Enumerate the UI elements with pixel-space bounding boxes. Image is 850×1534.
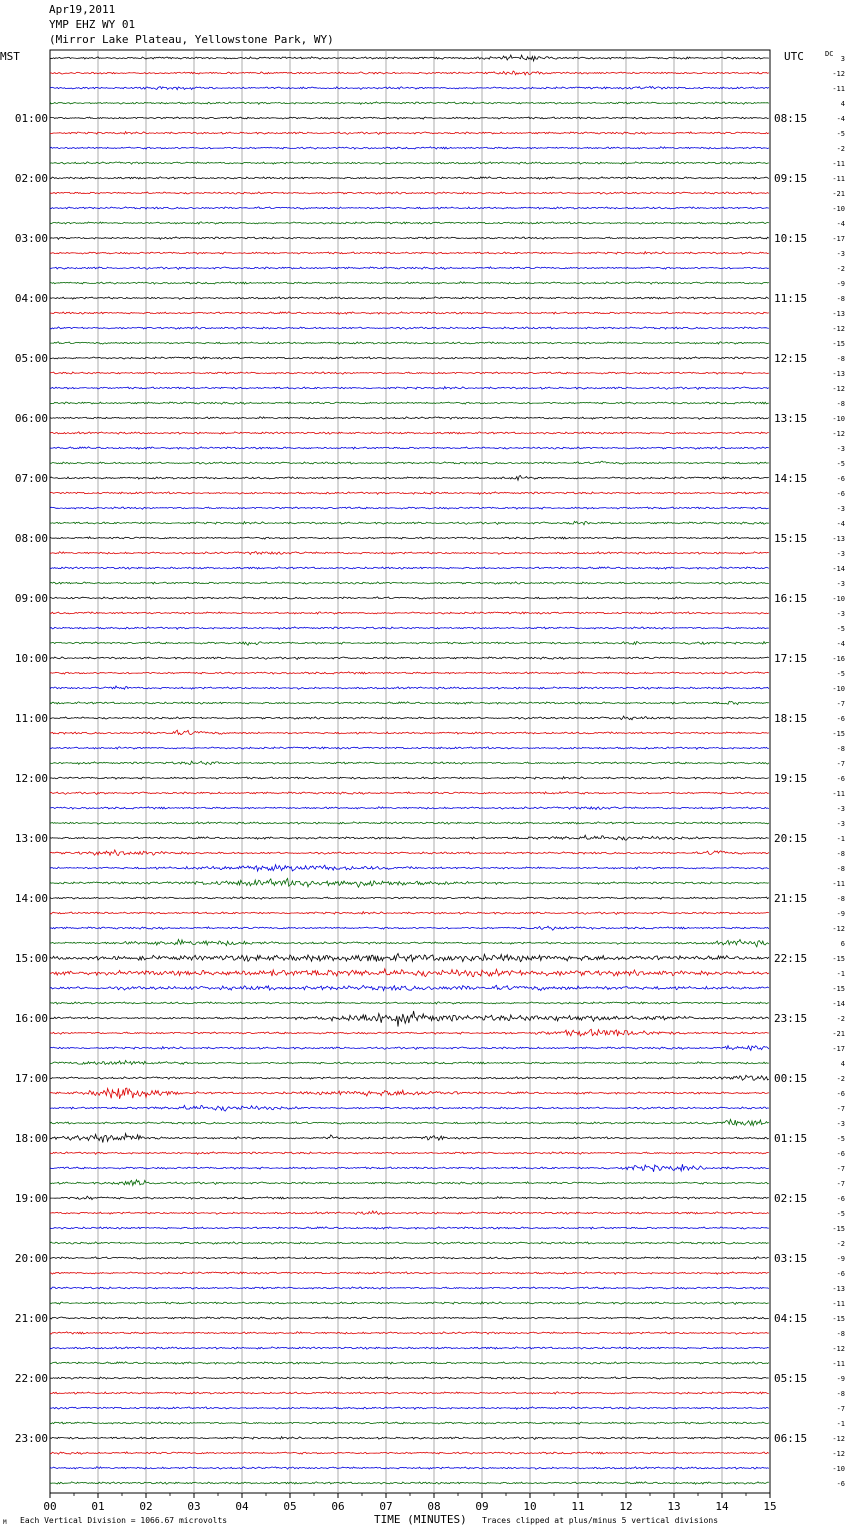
trace-line — [50, 1467, 769, 1470]
x-axis-title: TIME (MINUTES) — [374, 1513, 467, 1526]
trace-line — [50, 177, 769, 179]
trace-line — [50, 1302, 769, 1305]
dc-offset-label: -6 — [836, 1270, 845, 1278]
x-tick-label: 08 — [427, 1500, 441, 1513]
dc-offset-label: -13 — [832, 535, 845, 543]
dc-offset-label: -3 — [836, 805, 845, 813]
utc-hour-label: 00:15 — [774, 1072, 808, 1085]
mst-hour-label: 12:00 — [14, 772, 48, 785]
trace-line — [50, 267, 769, 270]
dc-offset-label: -5 — [836, 460, 845, 468]
plot-frame — [50, 50, 770, 1493]
utc-hour-label: 08:15 — [774, 112, 808, 125]
dc-offset-label: -7 — [836, 700, 845, 708]
dc-offset-label: -11 — [832, 85, 845, 93]
trace-line — [50, 1347, 769, 1349]
x-tick-label: 02 — [139, 1500, 153, 1513]
dc-offset-label: -2 — [836, 265, 845, 273]
trace-line — [50, 567, 769, 569]
utc-hour-label: 13:15 — [774, 412, 808, 425]
dc-offset-label: 6 — [840, 940, 845, 948]
mst-hour-label: 01:00 — [14, 112, 48, 125]
dc-offset-label: -6 — [836, 1090, 845, 1098]
mst-hour-label: 04:00 — [14, 292, 48, 305]
trace-line — [50, 387, 769, 390]
dc-offset-label: -6 — [836, 1150, 845, 1158]
trace-line — [50, 417, 769, 420]
mst-hour-label: 08:00 — [14, 532, 48, 545]
dc-offset-label: -5 — [836, 625, 845, 633]
dc-offset-label: -11 — [832, 175, 845, 183]
dc-offset-label: -11 — [832, 1300, 845, 1308]
trace-lines — [50, 55, 769, 1484]
trace-line — [50, 912, 769, 915]
dc-offset-label: -15 — [832, 730, 845, 738]
utc-hour-label: 04:15 — [774, 1312, 808, 1325]
station-code: YMP EHZ WY 01 — [49, 18, 136, 31]
utc-hour-label: 14:15 — [774, 472, 808, 485]
trace-line — [50, 878, 769, 887]
utc-hour-label: 02:15 — [774, 1192, 808, 1205]
dc-offset-label: -4 — [836, 520, 845, 528]
dc-offset-label: -4 — [836, 220, 845, 228]
dc-offset-label: -11 — [832, 1360, 845, 1368]
x-tick-label: 05 — [283, 1500, 297, 1513]
corner-mark: M — [3, 1519, 7, 1526]
trace-line — [50, 147, 769, 149]
x-tick-label: 07 — [379, 1500, 393, 1513]
x-tick-label: 01 — [91, 1500, 105, 1513]
trace-line — [50, 807, 769, 810]
dc-offset-label: -6 — [836, 775, 845, 783]
trace-line — [50, 1362, 769, 1364]
utc-hour-label: 10:15 — [774, 232, 808, 245]
trace-line — [50, 282, 769, 284]
dc-offset-label: -3 — [836, 610, 845, 618]
minute-gridlines — [98, 50, 722, 1493]
dc-offset-label: -15 — [832, 1225, 845, 1233]
dc-offset-label: -2 — [836, 1075, 845, 1083]
trace-line — [50, 897, 769, 899]
trace-line — [50, 1029, 769, 1036]
trace-line — [50, 1287, 769, 1289]
dc-offset-label: -12 — [832, 1345, 845, 1353]
mst-hour-label: 21:00 — [14, 1312, 48, 1325]
dc-offset-label: -15 — [832, 1315, 845, 1323]
utc-hour-label: 20:15 — [774, 832, 808, 845]
trace-line — [50, 1075, 769, 1080]
mst-hour-label: 16:00 — [14, 1012, 48, 1025]
trace-line — [50, 357, 769, 360]
dc-offset-label: 4 — [840, 1060, 845, 1068]
trace-line — [50, 582, 769, 584]
plot-date: Apr19,2011 — [49, 3, 116, 16]
trace-line — [50, 1011, 769, 1027]
trace-line — [50, 312, 769, 314]
trace-line — [50, 1452, 769, 1454]
x-tick-label: 00 — [43, 1500, 57, 1513]
trace-line — [50, 1332, 769, 1335]
mst-hour-label: 17:00 — [14, 1072, 48, 1085]
dc-offset-label: -11 — [832, 880, 845, 888]
dc-offset-label: -7 — [836, 1105, 845, 1113]
dc-offset-label: -8 — [836, 355, 845, 363]
dc-offset-label: -15 — [832, 955, 845, 963]
trace-line — [50, 476, 769, 481]
station-location: (Mirror Lake Plateau, Yellowstone Park, WY) — [49, 33, 334, 46]
trace-line — [50, 701, 769, 704]
trace-line — [50, 1257, 769, 1259]
dc-offset-label: -12 — [832, 385, 845, 393]
mst-hour-label: 10:00 — [14, 652, 48, 665]
trace-line — [50, 1152, 769, 1155]
dc-offset-label: -12 — [832, 70, 845, 78]
dc-offset-label: -6 — [836, 1480, 845, 1488]
trace-line — [50, 1272, 769, 1275]
dc-offset-label: -10 — [832, 595, 845, 603]
mst-hour-label: 06:00 — [14, 412, 48, 425]
dc-offset-label: -1 — [836, 970, 845, 978]
dc-offset-label: -6 — [836, 475, 845, 483]
trace-line — [50, 521, 769, 524]
trace-line — [50, 537, 769, 539]
dc-offset-label: -7 — [836, 1165, 845, 1173]
dc-offset-label: 3 — [840, 55, 845, 63]
trace-line — [50, 985, 769, 990]
trace-line — [50, 252, 769, 255]
dc-offset-label: -2 — [836, 1015, 845, 1023]
x-tick-label: 06 — [331, 1500, 345, 1513]
dc-header: DC — [825, 50, 834, 58]
trace-line — [50, 71, 769, 75]
dc-offset-label: -13 — [832, 1285, 845, 1293]
trace-line — [50, 86, 769, 89]
trace-line — [50, 1002, 769, 1004]
dc-offset-label: -12 — [832, 925, 845, 933]
dc-offset-label: -7 — [836, 760, 845, 768]
trace-line — [50, 237, 769, 240]
trace-line — [50, 342, 769, 344]
trace-line — [50, 162, 769, 164]
dc-offset-label: -5 — [836, 670, 845, 678]
dc-offset-label: -21 — [832, 1030, 845, 1038]
trace-line — [50, 507, 769, 509]
dc-offset-label: -17 — [832, 235, 845, 243]
utc-hour-label: 01:15 — [774, 1132, 808, 1145]
x-tick-label: 10 — [523, 1500, 537, 1513]
dc-offset-label: -7 — [836, 1180, 845, 1188]
trace-line — [50, 672, 769, 674]
dc-offset-label: -1 — [836, 1420, 845, 1428]
trace-line — [50, 627, 769, 630]
dc-offset-label: -3 — [836, 550, 845, 558]
mst-hour-label: 13:00 — [14, 832, 48, 845]
utc-hour-label: 03:15 — [774, 1252, 808, 1265]
utc-hour-label: 23:15 — [774, 1012, 808, 1025]
dc-offset-label: -8 — [836, 400, 845, 408]
trace-line — [50, 969, 769, 977]
mst-hour-label: 15:00 — [14, 952, 48, 965]
dc-offset-label: -9 — [836, 910, 845, 918]
trace-line — [50, 1180, 769, 1186]
dc-offset-label: -5 — [836, 1210, 845, 1218]
trace-line — [50, 1437, 769, 1440]
mst-hour-label: 19:00 — [14, 1192, 48, 1205]
trace-line — [50, 822, 769, 824]
trace-line — [50, 716, 769, 720]
dc-offset-label: -4 — [836, 640, 845, 648]
utc-hour-label: 12:15 — [774, 352, 808, 365]
trace-line — [50, 552, 769, 555]
dc-offset-label: -10 — [832, 1465, 845, 1473]
trace-line — [50, 132, 769, 135]
dc-offset-label: -1 — [836, 835, 845, 843]
dc-offset-label: -10 — [832, 205, 845, 213]
dc-offset-labels — [832, 55, 845, 1488]
dc-offset-label: -12 — [832, 1435, 845, 1443]
dc-offset-label: -3 — [836, 505, 845, 513]
dc-offset-label: -9 — [836, 280, 845, 288]
trace-line — [50, 612, 769, 614]
trace-line — [50, 954, 769, 962]
mst-label: MST — [0, 50, 20, 63]
utc-hour-label: 21:15 — [774, 892, 808, 905]
dc-offset-label: -11 — [832, 160, 845, 168]
dc-offset-label: -14 — [832, 565, 845, 573]
trace-line — [50, 657, 769, 660]
trace-line — [50, 447, 769, 449]
dc-offset-label: -3 — [836, 250, 845, 258]
trace-line — [50, 1060, 769, 1064]
dc-offset-label: -9 — [836, 1375, 845, 1383]
dc-offset-label: -8 — [836, 850, 845, 858]
trace-line — [50, 327, 769, 329]
dc-offset-label: -12 — [832, 1450, 845, 1458]
x-tick-label: 11 — [571, 1500, 585, 1513]
trace-line — [50, 1227, 769, 1229]
x-tick-label: 13 — [667, 1500, 681, 1513]
utc-hour-label: 22:15 — [774, 952, 808, 965]
trace-line — [50, 117, 769, 119]
mst-hour-label: 20:00 — [14, 1252, 48, 1265]
trace-line — [50, 747, 769, 750]
trace-line — [50, 492, 769, 495]
dc-offset-label: -6 — [836, 490, 845, 498]
utc-hour-label: 19:15 — [774, 772, 808, 785]
trace-line — [50, 1242, 769, 1244]
dc-offset-label: -15 — [832, 985, 845, 993]
x-tick-label: 04 — [235, 1500, 249, 1513]
dc-offset-label: -12 — [832, 325, 845, 333]
dc-offset-label: -8 — [836, 295, 845, 303]
dc-offset-label: -4 — [836, 115, 845, 123]
trace-line — [50, 1317, 769, 1319]
mst-hour-label: 03:00 — [14, 232, 48, 245]
mst-hour-label: 14:00 — [14, 892, 48, 905]
x-axis — [43, 1493, 776, 1513]
trace-line — [50, 222, 769, 224]
trace-line — [50, 1119, 769, 1125]
trace-line — [50, 792, 769, 795]
trace-line — [50, 297, 769, 299]
x-tick-label: 15 — [763, 1500, 777, 1513]
x-tick-label: 03 — [187, 1500, 201, 1513]
trace-line — [50, 461, 769, 464]
dc-offset-label: -3 — [836, 445, 845, 453]
dc-offset-label: -8 — [836, 1330, 845, 1338]
utc-hour-label: 18:15 — [774, 712, 808, 725]
trace-line — [50, 1164, 769, 1172]
dc-offset-label: -5 — [836, 1135, 845, 1143]
utc-label: UTC — [784, 50, 804, 63]
trace-line — [50, 102, 769, 105]
dc-offset-label: -17 — [832, 1045, 845, 1053]
trace-line — [50, 1088, 769, 1099]
trace-line — [50, 761, 769, 765]
x-tick-label: 09 — [475, 1500, 489, 1513]
dc-offset-label: -10 — [832, 415, 845, 423]
trace-line — [50, 642, 769, 646]
mst-hour-label: 18:00 — [14, 1132, 48, 1145]
dc-offset-label: -3 — [836, 1120, 845, 1128]
trace-line — [50, 777, 769, 780]
dc-offset-label: -2 — [836, 1240, 845, 1248]
dc-offset-label: -5 — [836, 130, 845, 138]
mst-hour-label: 02:00 — [14, 172, 48, 185]
dc-offset-label: -11 — [832, 790, 845, 798]
dc-offset-label: -16 — [832, 655, 845, 663]
trace-line — [50, 1196, 769, 1199]
utc-hour-label: 06:15 — [774, 1432, 808, 1445]
dc-offset-label: -21 — [832, 190, 845, 198]
trace-line — [50, 1134, 769, 1143]
mst-hour-label: 11:00 — [14, 712, 48, 725]
trace-line — [50, 730, 769, 735]
trace-line — [50, 850, 769, 856]
trace-line — [50, 1482, 769, 1484]
dc-offset-label: -13 — [832, 310, 845, 318]
dc-offset-label: -6 — [836, 1195, 845, 1203]
trace-line — [50, 1392, 769, 1394]
x-tick-label: 12 — [619, 1500, 633, 1513]
mst-hour-label: 22:00 — [14, 1372, 48, 1385]
utc-hour-label: 16:15 — [774, 592, 808, 605]
dc-offset-label: -8 — [836, 1390, 845, 1398]
trace-line — [50, 207, 769, 209]
dc-offset-label: -6 — [836, 715, 845, 723]
trace-line — [50, 597, 769, 599]
dc-offset-label: -8 — [836, 865, 845, 873]
clip-note: Traces clipped at plus/minus 5 vertical divisions — [482, 1516, 719, 1525]
scale-note: Each Vertical Division = 1066.67 microvolts — [20, 1516, 228, 1525]
utc-hour-label: 17:15 — [774, 652, 808, 665]
mst-hour-label: 07:00 — [14, 472, 48, 485]
dc-offset-label: -8 — [836, 745, 845, 753]
trace-line — [50, 192, 769, 194]
dc-offset-label: -3 — [836, 820, 845, 828]
trace-line — [50, 1211, 769, 1215]
dc-offset-label: -15 — [832, 340, 845, 348]
trace-line — [50, 939, 769, 946]
trace-line — [50, 686, 769, 689]
utc-hour-label: 11:15 — [774, 292, 808, 305]
dc-offset-label: -7 — [836, 1405, 845, 1413]
dc-offset-label: 4 — [840, 100, 845, 108]
dc-offset-label: -8 — [836, 895, 845, 903]
utc-hour-label: 05:15 — [774, 1372, 808, 1385]
mst-hour-label: 23:00 — [14, 1432, 48, 1445]
mst-hour-label: 09:00 — [14, 592, 48, 605]
dc-offset-label: -2 — [836, 145, 845, 153]
trace-line — [50, 1046, 769, 1051]
dc-offset-label: -9 — [836, 1255, 845, 1263]
dc-offset-label: -13 — [832, 370, 845, 378]
x-tick-label: 14 — [715, 1500, 729, 1513]
dc-offset-label: -10 — [832, 685, 845, 693]
mst-hour-label: 05:00 — [14, 352, 48, 365]
trace-line — [50, 865, 769, 871]
trace-line — [50, 1407, 769, 1410]
utc-hour-label: 09:15 — [774, 172, 808, 185]
dc-offset-label: -12 — [832, 430, 845, 438]
trace-line — [50, 55, 769, 61]
trace-line — [50, 926, 769, 930]
trace-line — [50, 402, 769, 404]
dc-offset-label: -14 — [832, 1000, 845, 1008]
trace-line — [50, 835, 769, 840]
trace-line — [50, 372, 769, 374]
trace-line — [50, 1422, 769, 1424]
dc-offset-label: -3 — [836, 580, 845, 588]
trace-line — [50, 432, 769, 434]
utc-hour-label: 15:15 — [774, 532, 808, 545]
trace-line — [50, 1377, 769, 1379]
trace-line — [50, 1105, 769, 1111]
